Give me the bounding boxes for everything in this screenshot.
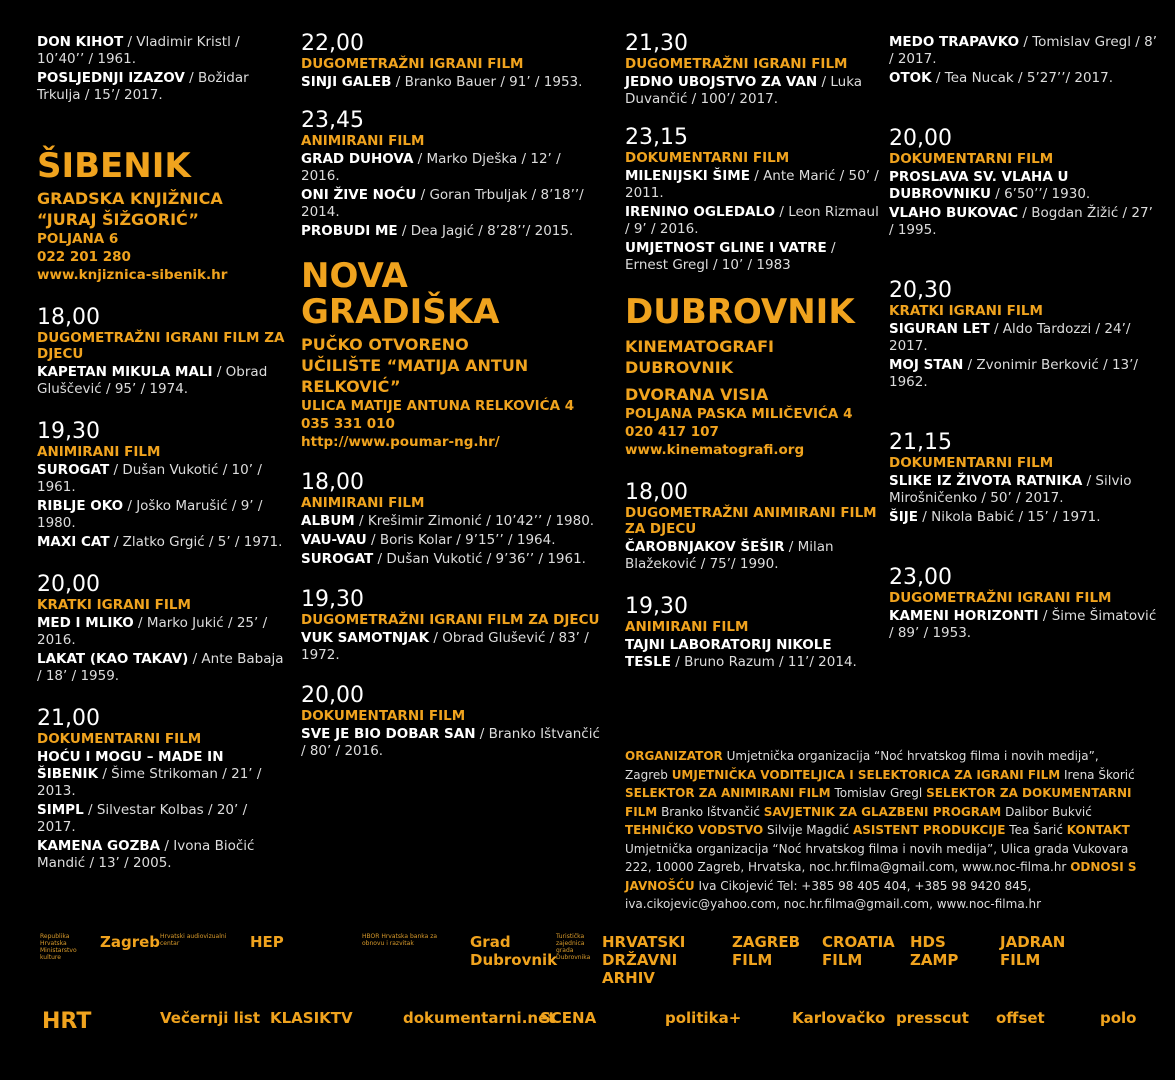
film-entry <box>301 223 601 240</box>
screening-time: 18,00 <box>37 305 100 330</box>
film-entry <box>889 473 1159 507</box>
screening-time: 20,00 <box>37 572 100 597</box>
film-meta: / Boris Kolar / 9’15’’ / 1964. <box>366 532 556 548</box>
film-meta: / Branko Ištvančić / 80’ / 2016. <box>301 726 600 759</box>
screening-block <box>301 471 601 568</box>
film-entry <box>889 608 1159 642</box>
film-meta: / Bogdan Žižić / 27’ / 1995. <box>889 205 1153 238</box>
film-entry <box>625 637 880 671</box>
film-entry <box>37 615 287 649</box>
sponsor-logo: Grad Dubrovnik <box>470 933 558 969</box>
film-title: MILENIJSKI ŠIME <box>625 168 750 184</box>
film-entry <box>301 532 601 549</box>
film-title: KAMENI HORIZONTI <box>889 608 1039 624</box>
film-meta: / Luka Duvančić / 100’/ 2017. <box>625 74 863 107</box>
credit-label: SAVJETNIK ZA GLAZBENI PROGRAM <box>763 804 1002 819</box>
city-title: NOVA <box>301 256 408 296</box>
film-category: DOKUMENTARNI FILM <box>301 708 466 724</box>
film-meta: / Tomislav Gregl / 8’ / 2017. <box>889 34 1157 67</box>
film-title: SIGURAN LET <box>889 321 990 337</box>
film-meta: / Goran Trbuljak / 8’18’’/ 2014. <box>301 187 584 220</box>
spacer <box>301 568 601 588</box>
film-title: ČAROBNJAKOV ŠEŠIR <box>625 539 785 555</box>
spacer <box>301 664 601 684</box>
sponsors-row-2 <box>0 997 1175 1052</box>
screening-block <box>889 127 1159 239</box>
credits-info <box>625 747 1145 914</box>
film-title: MEDO TRAPAVKO <box>889 34 1020 50</box>
film-meta: / Vladimir Kristl / 10’40’’ / 1961. <box>37 34 240 67</box>
sponsor-logo: JADRAN FILM <box>1000 933 1066 969</box>
sponsor-logo: Turistička zajednica grada Dubrovnika <box>556 933 591 961</box>
film-title: SUROGAT <box>37 462 110 478</box>
screening-block <box>37 306 287 398</box>
film-title: MAXI CAT <box>37 534 110 550</box>
film-title: JEDNO UBOJSTVO ZA VAN <box>625 74 818 90</box>
credit-label: SELEKTOR ZA DOKUMENTARNI FILM <box>625 786 1132 819</box>
film-title: ONI ŽIVE NOĆU <box>301 187 417 203</box>
film-entry <box>37 838 287 872</box>
film-category: KRATKI IGRANI FILM <box>37 597 191 613</box>
film-title: OTOK <box>889 70 932 86</box>
venue-website: www.knjiznica-sibenik.hr <box>37 267 228 283</box>
film-category: DOKUMENTARNI FILM <box>889 455 1054 471</box>
screening-block <box>301 32 601 91</box>
film-entry <box>301 151 601 185</box>
film-title: DON KIHOT <box>37 34 124 50</box>
film-meta: / Dušan Vukotić / 10’ / 1961. <box>37 462 262 495</box>
venue-address: POLJANA PASKA MILIČEVIĆA 4 <box>625 406 853 422</box>
venue-name: KINEMATOGRAFI <box>625 337 774 356</box>
venue-website: http://www.poumar-ng.hr/ <box>301 434 500 450</box>
screening-block <box>37 707 287 872</box>
sponsor-logo: KLASIKTV <box>270 1009 353 1027</box>
sponsor-logo: Karlovačko <box>792 1009 886 1027</box>
screening-time: 18,00 <box>625 480 688 505</box>
spacer <box>889 391 1159 431</box>
film-category: ANIMIRANI FILM <box>37 444 161 460</box>
screening-block <box>301 588 601 664</box>
film-title: VAU-VAU <box>301 532 367 548</box>
sponsor-logo: HEP <box>250 933 284 951</box>
film-entry <box>301 726 601 760</box>
film-entry <box>301 630 601 664</box>
screening-block <box>301 684 601 760</box>
film-category: DUGOMETRAŽNI IGRANI FILM ZA DJECU <box>301 612 600 628</box>
film-title: VLAHO BUKOVAC <box>889 205 1019 221</box>
film-meta: / Zlatko Grgić / 5’ / 1971. <box>109 534 283 550</box>
film-category: ANIMIRANI FILM <box>301 495 425 511</box>
film-title: RIBLJE OKO <box>37 498 124 514</box>
film-category: DUGOMETRAŽNI IGRANI FILM ZA DJECU <box>37 330 285 362</box>
column-dubrovnik <box>625 32 880 671</box>
screening-block <box>625 32 880 108</box>
film-title: ALBUM <box>301 513 355 529</box>
film-meta: / 6’50’’/ 1930. <box>990 186 1091 202</box>
spacer <box>37 398 287 420</box>
film-category: DUGOMETRAŽNI IGRANI FILM <box>301 56 524 72</box>
film-meta: / Milan Blažeković / 75’/ 1990. <box>625 539 834 572</box>
spacer <box>625 274 880 294</box>
film-title: PROBUDI ME <box>301 223 398 239</box>
film-entry <box>889 70 1159 87</box>
spacer <box>889 87 1159 127</box>
credit-label: UMJETNIČKA VODITELJICA I SELEKTORICA ZA IGRANI FILM <box>671 767 1061 782</box>
venue-name: “JURAJ ŠIŽGORIĆ” <box>37 210 199 229</box>
film-entry <box>37 498 287 532</box>
venue-name: DUBROVNIK <box>625 358 734 377</box>
film-meta: / Ernest Gregl / 10’ / 1983 <box>625 240 836 273</box>
sponsor-logo: politika+ <box>665 1009 742 1027</box>
screening-time: 20,30 <box>889 278 952 303</box>
film-title: GRAD DUHOVA <box>301 151 414 167</box>
film-category: DUGOMETRAŽNI IGRANI FILM <box>889 590 1112 606</box>
screening-time: 19,30 <box>625 594 688 619</box>
credit-text: Tea Šarić <box>1005 823 1067 837</box>
film-meta: / Silvestar Kolbas / 20’ / 2017. <box>37 802 248 835</box>
column-nova-gradiska <box>301 32 601 760</box>
sponsor-logo: HRT <box>42 1009 92 1034</box>
film-category: DUGOMETRAŽNI ANIMIRANI FILM ZA DJECU <box>625 505 877 537</box>
film-meta: / Bruno Razum / 11’/ 2014. <box>670 654 857 670</box>
screening-block <box>625 481 880 573</box>
screening-time: 23,45 <box>301 108 364 133</box>
venue-name: GRADSKA KNJIŽNICA <box>37 189 223 208</box>
film-title: SINJI GALEB <box>301 74 392 90</box>
credit-text: Umjetnička organizacija “Noć hrvatskog filma i novih medija”, Ulica grada Vukovara 222, 10000 Zagreb, Hrvatska, noc.hr.filma@gmail.com, www.noc-filma.hr <box>625 841 1129 874</box>
film-title: SUROGAT <box>301 551 374 567</box>
screening-block <box>37 573 287 685</box>
film-title: MOJ STAN <box>889 357 964 373</box>
credit-label: TEHNIČKO VODSTVO <box>625 823 764 837</box>
spacer <box>37 551 287 573</box>
venue-address: ULICA MATIJE ANTUNA RELKOVIĆA 4 <box>301 398 575 414</box>
film-title: PROSLAVA SV. VLAHA U DUBROVNIKU <box>889 169 1069 202</box>
screening-time: 21,30 <box>625 31 688 56</box>
screening-time: 22,00 <box>301 31 364 56</box>
film-category: ANIMIRANI FILM <box>301 133 425 149</box>
film-meta: / Aldo Tardozzi / 24’/ 2017. <box>889 321 1131 354</box>
venue-website: www.kinematografi.org <box>625 442 805 458</box>
spacer <box>889 239 1159 279</box>
film-entry <box>889 509 1159 526</box>
screening-block <box>625 126 880 274</box>
film-entry <box>301 513 601 530</box>
film-entry <box>889 205 1159 239</box>
screening-block <box>889 279 1159 391</box>
film-entry <box>625 240 880 274</box>
film-title: SIMPL <box>37 802 84 818</box>
sponsor-logo: Večernji list <box>160 1009 260 1027</box>
film-meta: / Ivona Biočić Mandić / 13’ / 2005. <box>37 838 255 871</box>
spacer <box>37 104 287 148</box>
credit-text: Branko Ištvančić <box>657 804 764 819</box>
film-entry <box>37 34 287 68</box>
sponsor-logo: Republika Hrvatska Ministarstvo kulture <box>40 933 77 961</box>
film-meta: / Leon Rizmaul / 9’ / 2016. <box>625 204 879 237</box>
screening-block <box>625 595 880 671</box>
city-title: ŠIBENIK <box>37 146 191 186</box>
sponsor-logo: SCENA <box>540 1009 597 1027</box>
film-meta: / Tea Nucak / 5’27’’/ 2017. <box>931 70 1114 86</box>
film-title: POSLJEDNJI IZAZOV <box>37 70 185 86</box>
film-title: SLIKE IZ ŽIVOTA RATNIKA <box>889 473 1083 489</box>
screening-block <box>37 420 287 551</box>
film-title: LAKAT (KAO TAKAV) <box>37 651 189 667</box>
film-meta: / Krešimir Zimonić / 10’42’’ / 1980. <box>354 513 595 529</box>
film-title: TAJNI LABORATORIJ NIKOLE TESLE <box>625 637 832 670</box>
credit-label: SELEKTOR ZA ANIMIRANI FILM <box>625 786 831 800</box>
venue-phone: 022 201 280 <box>37 249 131 265</box>
column-dubrovnik-cont <box>889 32 1159 642</box>
sponsor-logo: dokumentarni.net <box>403 1009 556 1027</box>
film-entry <box>889 321 1159 355</box>
film-title: SVE JE BIO DOBAR SAN <box>301 726 476 742</box>
credit-label: ORGANIZATOR <box>625 749 723 763</box>
film-meta: / Nikola Babić / 15’ / 1971. <box>918 509 1101 525</box>
film-meta: / Ante Marić / 50’ / 2011. <box>625 168 879 201</box>
film-title: KAPETAN MIKULA MALI <box>37 364 213 380</box>
venue-name: RELKOVIĆ” <box>301 377 401 396</box>
film-entry <box>889 357 1159 391</box>
film-entry <box>625 539 880 573</box>
film-category: DOKUMENTARNI FILM <box>625 150 790 166</box>
film-entry <box>37 651 287 685</box>
film-title: VUK SAMOTNJAK <box>301 630 430 646</box>
screening-time: 20,00 <box>301 683 364 708</box>
film-entry <box>37 802 287 836</box>
film-category: DOKUMENTARNI FILM <box>889 151 1054 167</box>
spacer <box>625 459 880 481</box>
screening-time: 23,00 <box>889 565 952 590</box>
film-entry <box>37 749 287 800</box>
sponsor-logo: Zagreb <box>100 933 161 951</box>
screening-time: 19,30 <box>37 419 100 444</box>
film-meta: / Dušan Vukotić / 9’36’’ / 1961. <box>373 551 586 567</box>
spacer <box>625 108 880 126</box>
film-meta: / Šime Šimatović / 89’ / 1953. <box>889 608 1157 641</box>
sponsor-logo: Hrvatski audiovizualni centar <box>160 933 227 947</box>
film-entry <box>625 204 880 238</box>
credit-label: ODNOSI S JAVNOŠĆU <box>625 860 1137 893</box>
spacer <box>301 91 601 109</box>
screening-block <box>889 566 1159 642</box>
screening-block <box>889 431 1159 526</box>
film-title: HOĆU I MOGU – MADE IN ŠIBENIK <box>37 749 224 782</box>
sponsor-logo: CROATIA FILM <box>822 933 895 969</box>
film-title: IRENINO OGLEDALO <box>625 204 776 220</box>
film-entry <box>37 534 287 551</box>
credit-text: Irena Škorić <box>1060 767 1135 782</box>
film-entry <box>889 34 1159 68</box>
film-meta: / Marko Dješka / 12’ / 2016. <box>301 151 561 184</box>
venue-address: POLJANA 6 <box>37 231 119 247</box>
film-meta: / Joško Marušić / 9’ / 1980. <box>37 498 263 531</box>
film-category: KRATKI IGRANI FILM <box>889 303 1043 319</box>
sponsor-logo: polo <box>1100 1009 1137 1027</box>
film-entry <box>37 364 287 398</box>
screening-block <box>301 109 601 240</box>
screening-time: 20,00 <box>889 126 952 151</box>
film-meta: / Silvio Mirošničenko / 50’ / 2017. <box>889 473 1132 506</box>
screening-time: 21,15 <box>889 430 952 455</box>
spacer <box>301 451 601 471</box>
film-meta: / Zvonimir Berković / 13’/ 1962. <box>889 357 1138 390</box>
spacer <box>37 284 287 306</box>
spacer <box>37 685 287 707</box>
film-meta: / Marko Jukić / 25’ / 2016. <box>37 615 268 648</box>
credit-label: KONTAKT <box>1066 823 1130 837</box>
film-meta: / Branko Bauer / 91’ / 1953. <box>391 74 583 90</box>
sponsor-logo: HDS ZAMP <box>910 933 959 969</box>
film-entry <box>37 70 287 104</box>
sponsor-logo: offset <box>996 1009 1045 1027</box>
credit-text: Tomislav Gregl <box>830 786 927 800</box>
sponsor-logo: HBOR Hrvatska banka za obnovu i razvitak <box>362 933 438 947</box>
spacer <box>889 526 1159 566</box>
credit-label: ASISTENT PRODUKCIJE <box>853 823 1006 837</box>
venue-phone: 020 417 107 <box>625 424 719 440</box>
film-entry <box>301 551 601 568</box>
film-entry <box>301 187 601 221</box>
spacer <box>625 573 880 595</box>
film-title: KAMENA GOZBA <box>37 838 161 854</box>
film-category: ANIMIRANI FILM <box>625 619 749 635</box>
credit-text: Umjetnička organizacija “Noć hrvatskog filma i novih medija”, Zagreb <box>625 749 1099 782</box>
film-meta: / Obrad Glušević / 83’ / 1972. <box>301 630 589 663</box>
credit-text: Iva Cikojević Tel: +385 98 405 404, +385 98 9420 845, iva.cikojevic@yahoo.com, noc.hr.filma@gmail.com, www.noc-filma.hr <box>625 878 1042 911</box>
credit-text: Dalibor Bukvić <box>1001 804 1092 819</box>
film-title: UMJETNOST GLINE I VATRE <box>625 240 827 256</box>
film-title: ŠIJE <box>889 509 918 525</box>
column-sibenik <box>37 32 287 872</box>
film-category: DUGOMETRAŽNI IGRANI FILM <box>625 56 848 72</box>
credit-text: Silvije Magdić <box>763 823 853 837</box>
film-entry <box>625 168 880 202</box>
film-title: MED I MLIKO <box>37 615 134 631</box>
sponsor-logo: HRVATSKI DRŽAVNI ARHIV <box>602 933 686 987</box>
film-category: DOKUMENTARNI FILM <box>37 731 202 747</box>
film-entry <box>625 74 880 108</box>
venue-name: DVORANA VISIA <box>625 385 769 404</box>
city-title: DUBROVNIK <box>625 292 855 332</box>
sponsor-logo: ZAGREB FILM <box>732 933 801 969</box>
screening-time: 18,00 <box>301 470 364 495</box>
city-title: GRADIŠKA <box>301 292 500 332</box>
film-meta: / Obrad Gluščević / 95’ / 1974. <box>37 364 268 397</box>
screening-time: 19,30 <box>301 587 364 612</box>
film-meta: / Ante Babaja / 18’ / 1959. <box>37 651 284 684</box>
venue-name: UČILIŠTE “MATIJA ANTUN <box>301 356 529 375</box>
film-entry <box>301 74 601 91</box>
film-meta: / Šime Strikoman / 21’ / 2013. <box>37 766 262 799</box>
film-meta: / Dea Jagić / 8’28’’/ 2015. <box>397 223 574 239</box>
film-meta: / Božidar Trkulja / 15’/ 2017. <box>37 70 249 103</box>
film-entry <box>889 169 1159 203</box>
sponsor-logo: presscut <box>896 1009 969 1027</box>
film-entry <box>37 462 287 496</box>
venue-name: PUČKO OTVORENO <box>301 335 469 354</box>
screening-time: 23,15 <box>625 125 688 150</box>
screening-time: 21,00 <box>37 706 100 731</box>
sponsors-row-1 <box>0 925 1175 985</box>
venue-phone: 035 331 010 <box>301 416 395 432</box>
